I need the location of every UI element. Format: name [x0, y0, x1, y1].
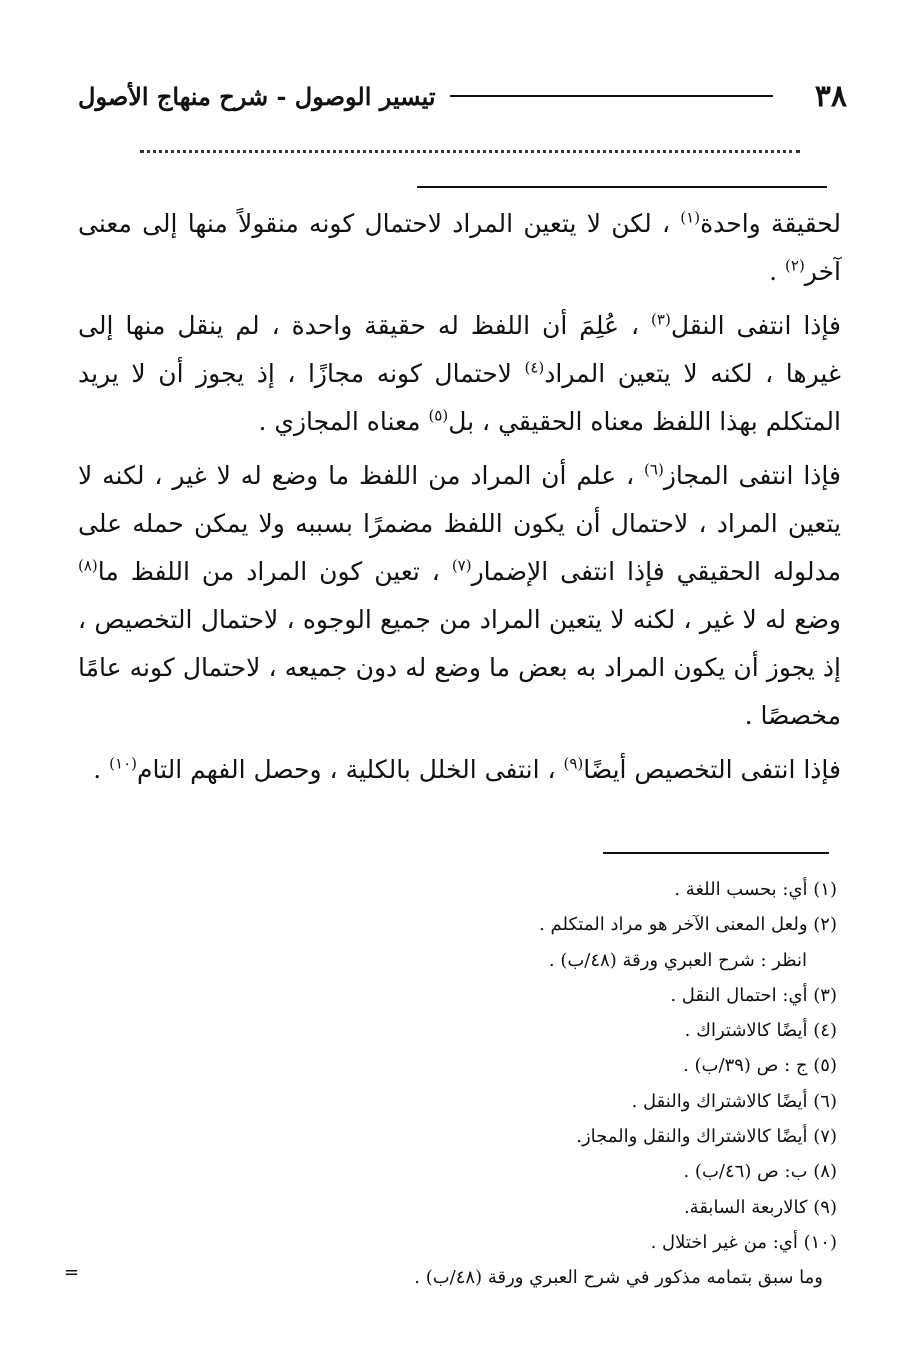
- header-rule: [450, 95, 773, 97]
- footnote-10: (١٠) أي: من غير اختلال .: [650, 1231, 837, 1253]
- margin-mark: =: [64, 1262, 80, 1283]
- text-run: ، تعين كون المراد من اللفظ ما: [97, 557, 452, 586]
- running-header: [78, 72, 847, 120]
- footnote-ref[interactable]: (٧): [451, 556, 472, 575]
- text-run: فإذا انتفى النقل: [670, 311, 841, 340]
- text-run: ، لكن لا يتعين المراد لاحتمال كونه منقولاً منها إلى معنى آخر: [78, 209, 841, 286]
- dotted-separator: [140, 150, 800, 153]
- text-run: لحقيقة واحدة: [700, 209, 841, 238]
- footnote-8: (٨) ب: ص (٤٦/ب) .: [683, 1161, 837, 1183]
- text-run: لاحتمال كونه مجازًا ، إذ يجوز أن لا يريد المتكلم بهذا اللفظ معناه الحقيقي ، بل: [78, 359, 841, 436]
- paragraph-2: [78, 302, 841, 446]
- paragraph-4: [78, 746, 841, 794]
- footnote-ref[interactable]: (١): [680, 208, 701, 227]
- text-run: ، انتفى الخلل بالكلية ، وحصل الفهم التام: [137, 755, 564, 784]
- footnote-ref[interactable]: (١٠): [109, 754, 137, 773]
- main-text: [78, 200, 841, 800]
- footnote-ref[interactable]: (٢): [785, 256, 805, 275]
- footnote-9: (٩) كالاربعة السابقة.: [683, 1196, 837, 1218]
- footnote-ref[interactable]: (٥): [428, 406, 449, 425]
- text-run: .: [769, 257, 786, 286]
- text-run: ، علم أن المراد من اللفظ ما وضع له لا غير ، لكنه لا يتعين المراد ، لاحتمال أن يكون اللفظ مضمرًا بسببه ولا يمكن حمله على مدلوله الحقيقي فإذا انتفى الإضمار: [78, 461, 841, 586]
- footnote-6: (٦) أيضًا كالاشتراك والنقل .: [631, 1090, 837, 1112]
- footnote-5: (٥) ج : ص (٣٩/ب) .: [683, 1055, 837, 1077]
- footnote-3: (٣) أي: احتمال النقل .: [670, 984, 837, 1006]
- footnote-ref[interactable]: (٤): [524, 358, 545, 377]
- footnotes: [117, 872, 837, 1296]
- text-run: فإذا انتفى المجاز: [663, 461, 841, 490]
- footnote-ref[interactable]: (٨): [78, 556, 98, 575]
- footnote-ref[interactable]: (٩): [563, 754, 584, 773]
- text-run: ، عُلِمَ أن اللفظ له حقيقة واحدة ، لم ينقل منها إلى غيرها ، لكنه لا يتعين المراد: [78, 311, 842, 388]
- footnote-10-continued: وما سبق بتمامه مذكور في شرح العبري ورقة (٤٨/ب) .: [414, 1267, 823, 1289]
- paragraph-3: [78, 452, 841, 740]
- text-run: .: [93, 755, 110, 784]
- paragraph-1: [78, 200, 841, 296]
- text-run: معناه المجازي .: [258, 407, 429, 436]
- footnote-4: (٤) أيضًا كالاشتراك .: [684, 1020, 837, 1042]
- book-title: تيسير الوصول - شرح منهاج الأصول: [78, 81, 436, 111]
- footnotes-rule: [603, 852, 829, 854]
- footnote-2-continued: انظر : شرح العبري ورقة (٤٨/ب) .: [548, 949, 807, 971]
- footnote-ref[interactable]: (٦): [644, 460, 664, 479]
- footnote-2: (٢) ولعل المعنى الآخر هو مراد المتكلم .: [539, 914, 837, 936]
- top-rule: [417, 186, 827, 188]
- text-run: فإذا انتفى التخصيص أيضًا: [583, 755, 841, 784]
- footnote-1: (١) أي: بحسب اللغة .: [674, 879, 837, 900]
- page-number: ٣٨: [814, 78, 847, 114]
- footnote-ref[interactable]: (٣): [651, 310, 671, 329]
- footnote-7: (٧) أيضًا كالاشتراك والنقل والمجاز.: [576, 1126, 837, 1148]
- text-run: وضع له لا غير ، لكنه لا يتعين المراد من جميع الوجوه ، لاحتمال التخصيص ، إذ يجوز أن يكون المراد به بعض ما وضع له دون جميعه ، لاحتمال كونه عامًا مخصصًا .: [78, 605, 841, 730]
